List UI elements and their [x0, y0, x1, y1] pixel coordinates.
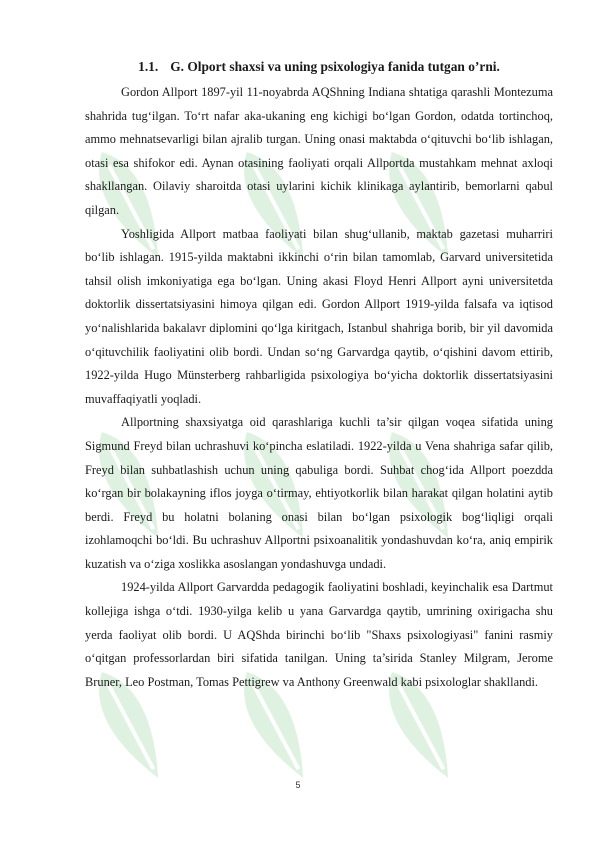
paragraph-4: 1924-yilda Allport Garvardda pedagogik faoliyatini boshladi, keyinchalik esa Dartmut kollejiga ishga o‘tdi. 1930-yilga kelib u yana Garvardga qaytib, umrining oxirigacha shu yerda faoliyat olib bordi. U AQShda birinchi bo‘lib "Shaxs psixologiyasi" fanini rasmiy o‘qitgan professorlardan biri sifatida tanilgan. Uning ta’sirida Stanley Milgram, Jerome Bruner, Leo Postman, Tomas Pettigrew va Anthony Greenwald kabi psixologlar shakllandi.: [85, 580, 553, 689]
paragraph-2: Yoshligida Allport matbaa faoliyati bilan shug‘ullanib, maktab gazetasi muharriri bo‘lib ishlagan. 1915-yilda maktabni ikkinchi o‘rin bilan tamomlab, Garvard universitetida tahsil olish imkoniyatiga ega bo‘lgan. Uning akasi Floyd Henri Allport ayni universitetda doktorlik dissertatsiyasini himoya qilgan edi. Gordon Allport 1919-yilda falsafa va iqtisod yo‘nalishlarida bakalavr diplomini qo‘lga kiritgach, Istanbul shahriga borib, bir yil davomida o‘qituvchilik faoliyatini olib bordi. Undan so‘ng Garvardga qaytib, o‘qishini davom ettirib, 1922-yilda Hugo Münsterberg rahbarligida psixologiya bo‘yicha doktorlik dissertatsiyasini muvaffaqiyatli yoqladi.: [85, 226, 553, 406]
page-number: 5: [295, 780, 301, 790]
section-number: 1.1.: [138, 59, 159, 74]
section-title: G. Olport shaxsi va uning psixologiya fanida tutgan o’rni.: [170, 59, 500, 74]
section-heading: [85, 58, 553, 76]
paragraph-3: Allportning shaxsiyatga oid qarashlariga kuchli ta’sir qilgan voqea sifatida uning Sigmund Freyd bilan uchrashuvi ko‘pincha eslatiladi. 1922-yilda u Vena shahriga safar qilib, Freyd bilan suhbatlashish uchun uning qabuliga bordi. Suhbat chog‘ida Allport poezdda ko‘rgan bir bolakayning iflos joyga o‘tirmay, ehtiyotkorlik bilan harakat qilgan holatini aytib berdi. Freyd bu holatni bolaning onasi bilan bo‘lgan psixologik bog‘liqligi orqali izohlamoqchi bo‘ldi. Bu uchrashuv Allportni psixoanalitik yondashuvdan ko‘ra, aniq empirik kuzatish va o‘ziga xoslikka asoslangan yondashuvga undadi.: [85, 415, 553, 571]
document-page: [85, 58, 553, 694]
paragraph-1: Gordon Allport 1897-yil 11-noyabrda AQShning Indiana shtatiga qarashli Montezuma shahrida tug‘ilgan. To‘rt nafar aka-ukaning eng kichigi bo‘lgan Gordon, odatda tortinchoq, ammo mehnatsevarligi bilan ajralib turgan. Uning onasi maktabda o‘qituvchi bo‘lib ishlagan, otasi esa shifokor edi. Aynan otasining faoliyati orqali Allportda mustahkam mehnat axloqi shakllangan. Oilaviy sharoitda otasi uylarini kichik klinikaga aylantirib, bemorlarni qabul qilgan.: [85, 85, 553, 217]
